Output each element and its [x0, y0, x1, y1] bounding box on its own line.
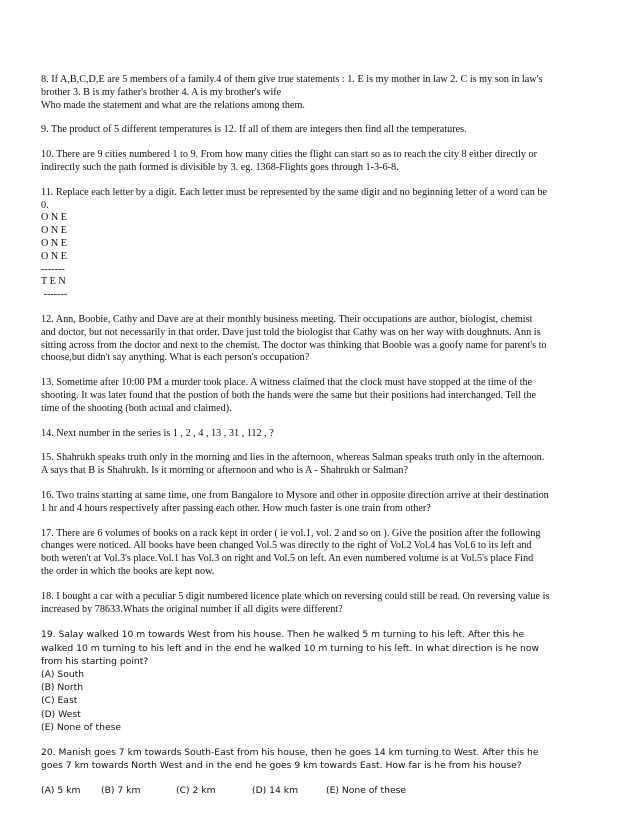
question-text-line: O N E [41, 250, 68, 262]
question-text-line: 0. [41, 199, 49, 211]
question-text-line: ------- [41, 263, 65, 275]
question-text-line: sitting across from the doctor and next to the chemist. The doctor was thinking that Boobie was a goofy name for parent's to [41, 339, 547, 351]
question-text-line: increased by 78633.Whats the original number if all digits were different? [41, 603, 343, 615]
question-block [41, 746, 601, 772]
question-block [41, 528, 601, 579]
question-text-line: (C) East [41, 695, 78, 707]
question-block [41, 490, 601, 516]
question-block [41, 452, 601, 478]
question-block [41, 377, 601, 415]
question-text-line: (B) North [41, 682, 84, 694]
document-page [41, 74, 601, 798]
question-text-line: 18. I bought a car with a peculiar 5 digit numbered licence plate which on reversing could still be read. On reversing value is [41, 590, 550, 602]
question-text-line: O N E [41, 212, 68, 224]
question-block [41, 428, 601, 441]
question-block [41, 149, 601, 175]
question-block [41, 74, 601, 112]
question-text-line: T E N [41, 276, 66, 288]
question-text-line: 9. The product of 5 different temperatures is 12. If all of them are integers then find all the temperatures. [41, 124, 467, 136]
question-text-line: 16. Two trains starting at same time, one from Bangalore to Mysore and other in opposite direction arrive at their destination [41, 489, 549, 501]
question-text-line: 12. Ann, Boobie, Cathy and Dave are at their monthly business meeting. Their occupations are author, biologist, chemist [41, 313, 533, 325]
question-text-line: Who made the statement and what are the relations among them. [41, 99, 305, 111]
question-text-line: O N E [41, 237, 68, 249]
question-block [41, 124, 601, 137]
question-text-line: 10. There are 9 cities numbered 1 to 9. From how many cities the flight can start so as to reach the city 8 either directly or [41, 149, 538, 161]
question-block [41, 314, 601, 365]
question-text-line: 1 hr and 4 hours respectively after passing each other. How much faster is one train from other? [41, 502, 431, 514]
question-text-line: the order in which the books are kept now. [41, 565, 215, 577]
answer-option: (A) 5 km [41, 785, 81, 797]
question-text-line: 19. Salay walked 10 m towards West from his house. Then he walked 5 m turning to his left. After this he [41, 629, 525, 641]
question-text-line: choose,but didn't say anything. What is each person's occupation? [41, 352, 310, 364]
question-text-line: O N E [41, 225, 68, 237]
answer-options [41, 784, 601, 797]
question-text-line: shooting. It was later found that the postion of both the hands were the same but their positions had interchanged. Tell the [41, 389, 537, 401]
question-text-line: 13. Sometime after 10:00 PM a murder took place. A witness claimed that the clock must have stopped at the time of the [41, 377, 533, 389]
question-block [41, 628, 601, 734]
question-text-line: goes 7 km towards North West and in the end he goes 9 km towards East. How far is he from his house? [41, 760, 522, 772]
answer-option: (C) 2 km [176, 785, 216, 797]
question-text-line: 17. There are 6 volumes of books on a rack kept in order ( ie vol.1, vol. 2 and so on ). Give the position after the following [41, 527, 541, 539]
question-text-line: (D) West [41, 708, 81, 720]
question-text-line: (E) None of these [41, 721, 122, 733]
answer-option: (E) None of these [326, 785, 407, 797]
question-text-line: 8. If A,B,C,D,E are 5 members of a family.4 of them give true statements : 1. E is my mother in law 2. C is my son in law's [41, 74, 543, 85]
question-text-line: 20. Manish goes 7 km towards South-East from his house, then he goes 14 km turning to West. After this he [41, 746, 539, 758]
question-text-line: walked 10 m turning to his left and in the end he walked 10 m turning to his left. In what direction is he now [41, 642, 539, 654]
question-text-line: from his starting point? [41, 655, 149, 667]
question-text-line: 11. Replace each letter by a digit. Each letter must be represented by the same digit and no beginning letter of a word can be [41, 186, 547, 198]
question-block [41, 591, 601, 617]
question-block [41, 187, 601, 302]
question-text-line: A says that B is Shahrukh. Is it morning or afternoon and who is A - Shahrukh or Salman? [41, 465, 408, 477]
question-text-line: ------- [41, 289, 68, 301]
question-text-line: indirectly such the path formed is divisible by 3. eg. 1368-Flights goes through 1-3-6-8. [41, 161, 399, 173]
answer-option: (D) 14 km [252, 785, 299, 797]
question-text-line: 14. Next number in the series is 1 , 2 , 4 , 13 , 31 , 112 , ? [41, 427, 274, 439]
question-text-line: (A) South [41, 668, 85, 680]
question-text-line: changes were noticed. All books have been changed Vol.5 was directly to the right of Vol.2 Vol.4 has Vol.6 to its left and [41, 540, 532, 552]
answer-option: (B) 7 km [101, 785, 141, 797]
question-text-line: brother 3. B is my father's brother 4. A is my brother's wife [41, 86, 282, 98]
question-text-line: time of the shooting (both actual and claimed). [41, 402, 232, 414]
question-text-line: both weren't at Vol.3's place.Vol.1 has Vol.3 on right and Vol.5 on left. An even numbered volume is at Vol.5's place Find [41, 553, 534, 565]
question-text-line: 15. Shahrukh speaks truth only in the morning and lies in the afternoon, whereas Salman speaks truth only in the afternoon. [41, 452, 545, 464]
question-text-line: and doctor, but not necessarily in that order. Dave just told the biologist that Cathy was on her way with doughnuts. Ann is [41, 326, 541, 338]
